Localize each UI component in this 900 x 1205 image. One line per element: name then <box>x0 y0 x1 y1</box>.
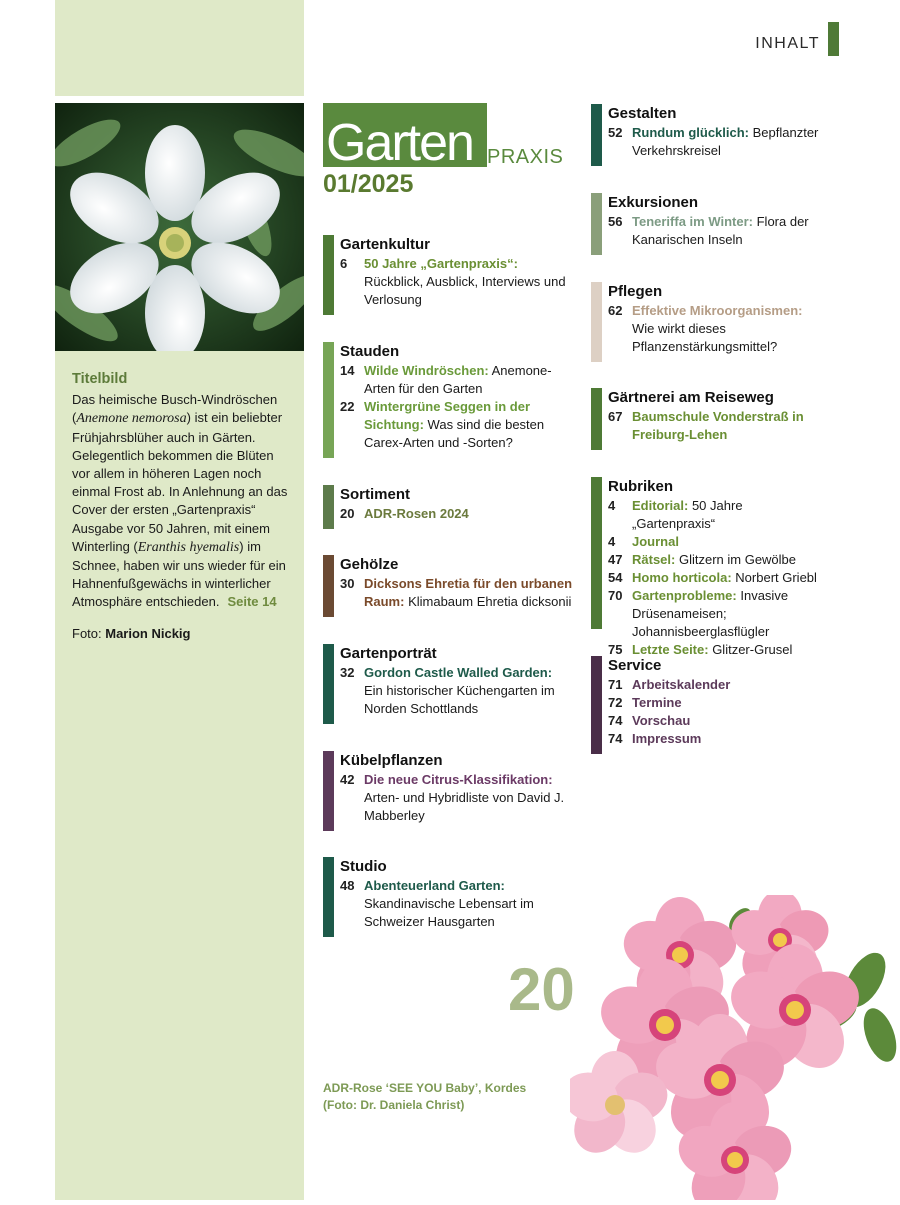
toc-section-gartenkultur <box>323 235 573 315</box>
toc-section-studio <box>323 857 573 937</box>
page-number: 62 <box>608 303 623 318</box>
toc-entry[interactable] <box>608 569 826 587</box>
section-body <box>340 555 573 611</box>
toc-section-sortiment <box>323 485 573 529</box>
section-color-bar <box>323 751 334 831</box>
toc-entry[interactable] <box>340 664 573 718</box>
section-color-bar <box>323 342 334 458</box>
toc-section-gartenporträt <box>323 644 573 724</box>
page-number: 14 <box>340 363 355 378</box>
page-number: 6 <box>340 256 348 271</box>
toc-entry[interactable] <box>608 694 826 712</box>
photo-label: Foto: <box>72 626 102 641</box>
entry-highlight: Teneriffa im Winter: <box>632 214 753 229</box>
section-color-bar <box>323 485 334 529</box>
section-header-label: INHALT <box>755 35 820 52</box>
section-title: Stauden <box>340 343 400 360</box>
section-body <box>608 388 826 444</box>
toc-entry[interactable] <box>608 124 826 160</box>
page-number: 54 <box>608 570 623 585</box>
section-title: Gestalten <box>608 105 677 122</box>
entry-text: Skandinavische Lebensart im Schweizer Hausgarten <box>364 896 534 929</box>
photo-credit-name: Marion Nickig <box>105 626 191 641</box>
header-accent-bar <box>828 22 839 56</box>
entry-highlight: Baumschule Vonderstraß in Freiburg-Lehen <box>632 409 804 442</box>
entry-text: 50 Jahre „Gartenpraxis“ <box>632 498 743 531</box>
caption-text: ) im Schnee, haben wir uns wieder für ein Hahnenfußgewächs in winterlicher Atmosphäre entschieden. <box>72 538 286 610</box>
entry-text: Wie wirkt dieses Pflanzenstärkungsmittel? <box>632 321 778 354</box>
section-title: Pflegen <box>608 283 663 300</box>
section-color-bar <box>591 193 602 255</box>
section-color-bar <box>323 857 334 937</box>
section-title: Gärtnerei am Reiseweg <box>608 389 774 406</box>
entry-highlight: Die neue Citrus-Klassifikation: <box>364 772 553 787</box>
toc-entry[interactable] <box>340 362 573 398</box>
section-title: Kübelpflanzen <box>340 752 443 769</box>
entry-highlight: ADR-Rosen 2024 <box>364 506 469 521</box>
page-number: 70 <box>608 588 623 603</box>
entry-highlight: 50 Jahre „Gartenpraxis“: <box>364 256 518 271</box>
entry-highlight: Vorschau <box>632 713 691 728</box>
feature-page-number: 20 <box>508 956 575 1023</box>
section-color-bar <box>591 477 602 629</box>
section-title: Gartenkultur <box>340 236 431 253</box>
section-body <box>340 342 573 452</box>
page-number: 72 <box>608 695 623 710</box>
page-number: 47 <box>608 552 623 567</box>
entry-text: Bepflanzter Verkehrskreisel <box>632 125 819 158</box>
toc-entry[interactable] <box>340 575 573 611</box>
section-body <box>340 485 573 523</box>
divider <box>55 96 304 103</box>
entry-text: Norbert Griebl <box>731 570 817 585</box>
section-title: Studio <box>340 858 387 875</box>
toc-section-gestalten <box>591 104 826 166</box>
section-body <box>608 282 826 356</box>
section-color-bar <box>591 282 602 362</box>
section-body <box>340 751 573 825</box>
entry-text: Ein historischer Küchengarten im Norden Schottlands <box>364 683 555 716</box>
page-number: 48 <box>340 878 355 893</box>
logo-garten: Garten <box>326 114 473 172</box>
issue-number: 01/2025 <box>323 170 414 198</box>
toc-entry[interactable] <box>608 213 826 249</box>
toc-entry[interactable] <box>608 712 826 730</box>
entry-highlight: Gartenprobleme: <box>632 588 737 603</box>
toc-section-stauden <box>323 342 573 458</box>
toc-entry[interactable] <box>340 877 573 931</box>
toc-section-gehölze <box>323 555 573 617</box>
section-title: Rubriken <box>608 478 674 495</box>
toc-entry[interactable] <box>608 587 826 641</box>
toc-entry[interactable] <box>340 505 573 523</box>
entry-highlight: Impressum <box>632 731 702 746</box>
entry-text: Anemone-Arten für den Garten <box>364 363 552 396</box>
toc-section-rubriken <box>591 477 826 657</box>
section-color-bar <box>591 104 602 166</box>
toc-entry[interactable] <box>340 771 573 825</box>
caption-text: Das heimische Busch-Windröschen ( <box>72 392 278 426</box>
toc-section-kübelpflanzen <box>323 751 573 831</box>
entry-highlight: Rätsel: <box>632 552 676 567</box>
section-title: Exkursionen <box>608 194 699 211</box>
section-color-bar <box>591 388 602 450</box>
entry-highlight: Abenteuerland Garten: <box>364 878 505 893</box>
toc-entry[interactable] <box>608 676 826 694</box>
entry-highlight: Rundum glücklich: <box>632 125 749 140</box>
section-body <box>340 857 573 931</box>
photo-credit <box>72 626 191 641</box>
entry-highlight: Wintergrüne Seggen in der Sichtung: <box>364 399 531 432</box>
toc-entry[interactable] <box>608 408 826 444</box>
toc-entry[interactable] <box>608 302 826 356</box>
entry-highlight: Letzte Seite: <box>632 642 709 657</box>
page-number: 32 <box>340 665 355 680</box>
page-number: 22 <box>340 399 355 414</box>
rose-photo <box>570 895 900 1200</box>
entry-highlight: Gordon Castle Walled Garden: <box>364 665 553 680</box>
entry-text: Was sind die besten Carex-Arten und -Sorten? <box>364 417 545 450</box>
cover-caption-title: Titelbild <box>72 371 128 387</box>
entry-text: Glitzer-Grusel <box>708 642 793 657</box>
toc-entry[interactable] <box>340 398 573 452</box>
section-title: Sortiment <box>340 486 411 503</box>
page-number: 42 <box>340 772 355 787</box>
section-title: Gartenporträt <box>340 645 437 662</box>
rose-caption-credit: (Foto: Dr. Daniela Christ) <box>323 1098 465 1112</box>
section-color-bar <box>323 644 334 724</box>
section-body <box>340 235 573 309</box>
toc-entry[interactable] <box>608 551 826 569</box>
page-number: 56 <box>608 214 623 229</box>
cover-caption <box>72 370 290 612</box>
section-color-bar <box>591 656 602 754</box>
toc-section-exkursionen <box>591 193 826 255</box>
page-number: 4 <box>608 498 616 513</box>
toc-section-gärtnerei-am-reiseweg <box>591 388 826 450</box>
entry-highlight: Editorial: <box>632 498 689 513</box>
page-number: 74 <box>608 713 623 728</box>
caption-species: Eranthis hyemalis <box>137 539 240 555</box>
entry-text: Arten- und Hybridliste von David J. Mabberley <box>364 790 565 823</box>
entry-highlight: Journal <box>632 534 679 549</box>
entry-highlight: Homo horticola: <box>632 570 732 585</box>
page-number: 20 <box>340 506 355 521</box>
page-number: 30 <box>340 576 355 591</box>
section-color-bar <box>323 555 334 617</box>
toc-entry[interactable] <box>340 255 573 309</box>
entry-highlight: Effektive Mikroorganismen: <box>632 303 803 318</box>
section-body <box>608 656 826 748</box>
entry-text: Rückblick, Ausblick, Interviews und Verlosung <box>364 274 566 307</box>
toc-entry[interactable] <box>608 533 826 551</box>
entry-text: Glitzern im Gewölbe <box>675 552 797 567</box>
logo-praxis: PRAXIS <box>487 146 564 168</box>
toc-entry[interactable] <box>608 497 826 533</box>
entry-text: Klimabaum Ehretia dicksonii <box>404 594 572 609</box>
page-number: 4 <box>608 534 616 549</box>
page-reference: Seite 14 <box>227 594 277 610</box>
page-number: 74 <box>608 731 623 746</box>
caption-text: ) ist ein beliebter Frühjahrsblüher auch in Gärten. Gelegentlich bekommen die Blüten vor allem in höheren Lagen noch einmal Frost ab. In Anlehnung an das Cover der ersten „Gartenpraxis“ Ausgabe vor 50 Jahren, mit einem Winterling ( <box>72 410 288 554</box>
entry-text: Flora der Kanarischen Inseln <box>632 214 809 247</box>
page-number: 75 <box>608 642 623 657</box>
section-title: Gehölze <box>340 556 399 573</box>
section-body <box>608 193 826 249</box>
rose-caption-line: ADR-Rose ‘SEE YOU Baby’, Kordes <box>323 1081 527 1095</box>
entry-text: Invasive Drüsenameisen; Johannisbeerglasflügler <box>632 588 789 639</box>
toc-section-service <box>591 656 826 754</box>
section-body <box>608 477 826 659</box>
page-number: 71 <box>608 677 623 692</box>
section-body <box>608 104 826 160</box>
section-title: Service <box>608 657 662 674</box>
section-body <box>340 644 573 718</box>
entry-highlight: Arbeitskalender <box>632 677 731 692</box>
cover-photo-anemone <box>55 103 304 351</box>
entry-highlight: Dicksons Ehretia für den urbanen Raum: <box>364 576 573 609</box>
page-number: 67 <box>608 409 623 424</box>
rose-caption <box>323 1080 526 1114</box>
section-color-bar <box>323 235 334 315</box>
caption-species: Anemone nemorosa <box>76 411 187 427</box>
toc-entry[interactable] <box>608 730 826 748</box>
toc-section-pflegen <box>591 282 826 362</box>
page-number: 52 <box>608 125 623 140</box>
entry-highlight: Termine <box>632 695 682 710</box>
entry-highlight: Wilde Windröschen: <box>364 363 489 378</box>
